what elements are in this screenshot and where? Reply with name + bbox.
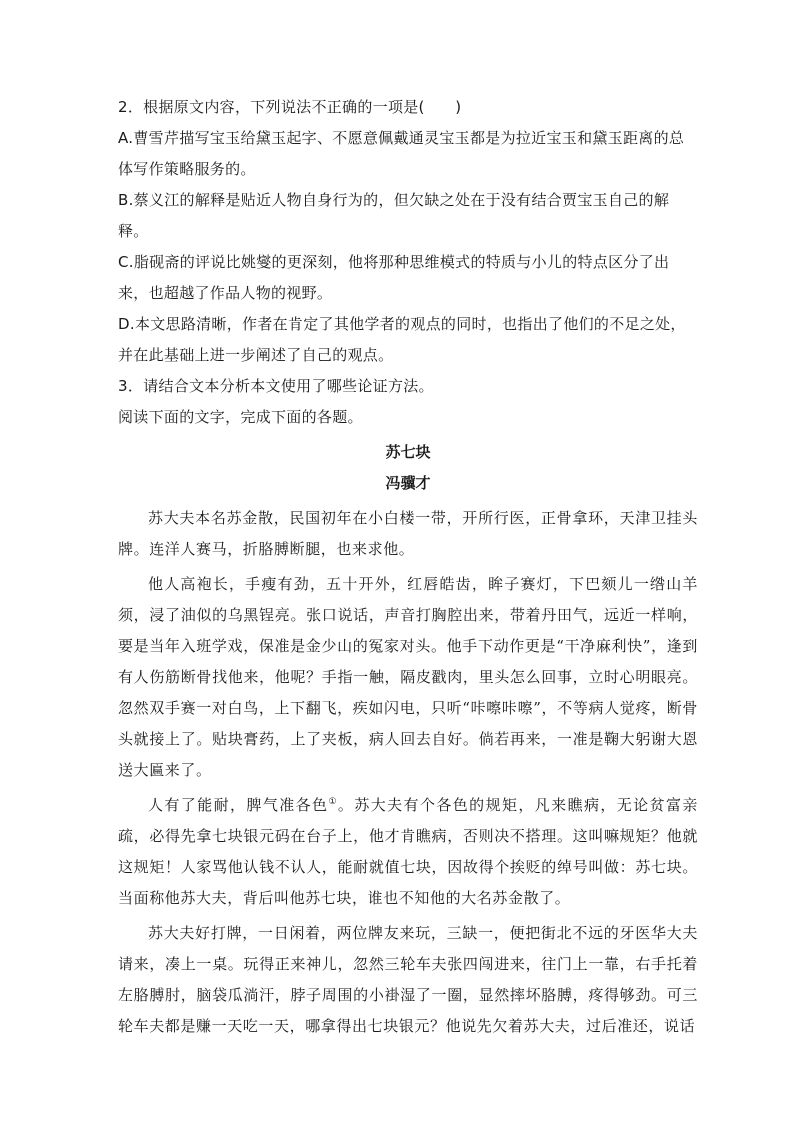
paragraph-3-lead: 人有了能耐，脾气准各色 — [148, 796, 329, 814]
story-title: 苏七块 — [385, 443, 431, 461]
option-c: C.脂砚斋的评说比姚燮的更深刻，他将那种思维模式的特质与小儿的特点区分了出来，也超越了作品人物的视野。 — [118, 253, 670, 302]
footnote-marker: ① — [328, 797, 338, 807]
option-d: D.本文思路清晰，作者在肯定了其他学者的观点的同时，也指出了他们的不足之处，并在此基础上进一步阐述了自己的观点。 — [118, 315, 686, 364]
option-b: B.蔡义江的解释是贴近人物自身行为的，但欠缺之处在于没有结合贾宝玉自己的解释。 — [118, 191, 670, 240]
story-paragraph-2: 他人高袍长，手瘦有劲，五十开外，红唇皓齿，眸子赛灯，下巴颏儿一绺山羊须，浸了油似的乌黑锃亮。张口说话，声音打胸腔出来，带着丹田气，远近一样响，要是当年入班学戏，保准是金少山的冤家对头。他手下动作更是“干净麻利快”，逢到有人伤筋断骨找他来，他呢？手指一触，隔皮戳肉，里头怎么回事，立时心明眼亮。忽然双手赛一对白鸟，上下翻飞，疾如闪电，只听“咔嚓咔嚓”，不等病人觉疼，断骨头就接上了。贴块膏药，上了夹板，病人回去自好。倘若再来，一准是鞠大躬谢大恩送大匾来了。 — [118, 575, 698, 779]
question-2-stem: 2．根据原文内容，下列说法不正确的一项是( ) — [118, 98, 462, 116]
story-paragraph-1: 苏大夫本名苏金散，民国初年在小白楼一带，开所行医，正骨拿环，天津卫挂头牌。连洋人赛马，折胳膊断腿，也来求他。 — [118, 509, 698, 558]
document-content — [118, 92, 698, 1042]
paragraph-3-body: 苏大夫有个各色的规矩，凡来瞧病，无论贫富亲疏，必得先拿七块银元码在台子上，他才肯瞧病，否则决不搭理。这叫嘛规矩？他就这规矩！人家骂他认钱不认人，能耐就值七块，因故得个挨贬的绰号叫做：苏七块。当面称他苏大夫，背后叫他苏七块，谁也不知他的大名苏金散了。 — [118, 796, 698, 907]
story-paragraph-4: 苏大夫好打牌，一日闲着，两位牌友来玩，三缺一，便把街北不远的牙医华大夫请来，凑上一桌。玩得正来神儿，忽然三轮车夫张四闯进来，往门上一靠，右手托着左胳膊肘，脑袋瓜淌汗，脖子周围的小褂湿了一圈，显然摔坏胳膊，疼得够劲。可三轮车夫都是赚一天吃一天，哪拿得出七块银元？他说先欠着苏大夫，过后准还，说话 — [118, 924, 698, 1035]
story-author: 冯骥才 — [385, 474, 431, 492]
story-paragraph-3 — [118, 790, 698, 914]
paragraph-3-sep: 。 — [337, 796, 355, 814]
question-3: 3．请结合文本分析本文使用了哪些论证方法。 — [118, 377, 434, 395]
reading-instruction: 阅读下面的文字，完成下面的各题。 — [118, 408, 363, 426]
option-a: A.曹雪芹描写宝玉给黛玉起字、不愿意佩戴通灵宝玉都是为拉近宝玉和黛玉距离的总体写作策略服务的。 — [118, 129, 685, 178]
